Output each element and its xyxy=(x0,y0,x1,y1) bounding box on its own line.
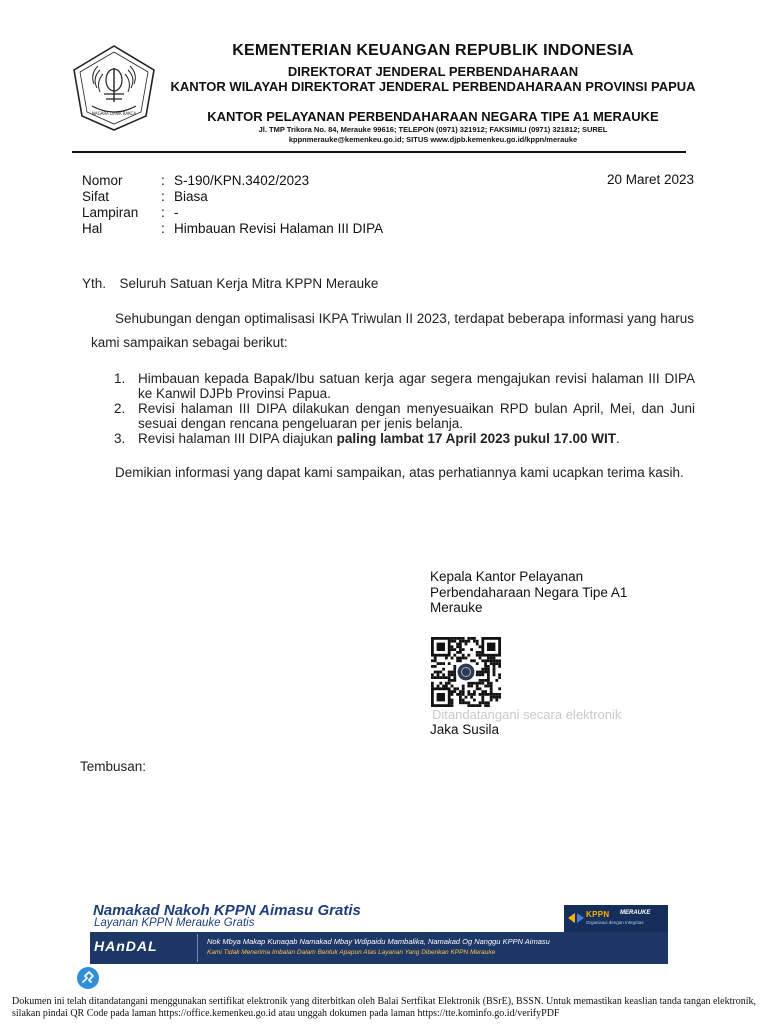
banner-top xyxy=(90,902,668,932)
meta-row-hal xyxy=(0,220,768,237)
banner-subtitle: Layanan KPPN Merauke Gratis xyxy=(94,917,255,929)
meta-separator: : xyxy=(161,189,165,204)
letter-date: 20 Maret 2023 xyxy=(606,172,694,187)
handal-logo: HAnDAL xyxy=(94,938,158,954)
meta-separator: : xyxy=(161,173,165,188)
point-number: 1. xyxy=(114,371,126,386)
banner-line-1: Nok Mbya Makap Kunaqab Namakad Mbay Wdipaidu Mambalika, Namakad Og Nanggu KPPN Aimasu xyxy=(207,937,550,946)
point-text: Revisi halaman III DIPA dilakukan dengan menyesuaikan RPD bulan April, Mei, dan Juni sesuai dengan rencana pengeluaran per jenis belanja. xyxy=(138,401,695,431)
kppn-service-banner xyxy=(90,902,668,964)
signature-qr-code[interactable] xyxy=(430,637,502,707)
banner-title: Namakad Nakoh KPPN Aimasu Gratis xyxy=(93,902,361,919)
brand-city: MERAUKE xyxy=(620,910,651,916)
address-line-1: Jl. TMP Trikora No. 84, Merauke 99616; TELEPON (0971) 321912; FAKSIMILI (0971) 321812; SUREL xyxy=(258,125,608,134)
banner-bottom xyxy=(90,932,668,964)
address-line-2: kppnmerauke@kemenkeu.go.id; SITUS www.djpb.kemenkeu.go.id/kppn/merauke xyxy=(288,135,578,144)
recipient: Seluruh Satuan Kerja Mitra KPPN Merauke xyxy=(119,276,379,291)
office-title: KANTOR PELAYANAN PERBENDAHARAAN NEGARA TIPE A1 MERAUKE xyxy=(207,109,659,124)
meta-row-lampiran xyxy=(0,204,768,221)
regional-office-title: KANTOR WILAYAH DIREKTORAT JENDERAL PERBENDAHARAAN PROVINSI PAPUA xyxy=(170,79,696,94)
kemenkeu-wing-icon xyxy=(567,911,585,925)
tembusan-label: Tembusan: xyxy=(80,759,147,774)
office-address xyxy=(200,125,666,145)
banner-divider xyxy=(197,934,198,962)
point-text-prefix: Revisi halaman III DIPA diajukan xyxy=(138,431,337,446)
kppn-merauke-logo xyxy=(564,905,668,932)
list-item xyxy=(114,431,695,446)
brand-tagline: Organisasi dengan Integritas xyxy=(586,920,644,925)
yth-label: Yth. xyxy=(82,276,107,291)
meta-row-sifat xyxy=(0,188,768,205)
salutation xyxy=(82,275,378,292)
signature-title-line-2: Perbendaharaan Negara Tipe A1 xyxy=(430,584,628,600)
logo-motto: NAGARA DANA RAKCA xyxy=(91,111,137,116)
points-list xyxy=(114,371,695,446)
letterhead-divider xyxy=(72,151,686,153)
ministry-title: KEMENTERIAN KEUANGAN REPUBLIK INDONESIA xyxy=(232,42,634,59)
meta-separator: : xyxy=(161,205,165,220)
signature-title-line-1: Kepala Kantor Pelayanan xyxy=(430,569,584,584)
list-item xyxy=(114,401,695,431)
deadline-emphasis: paling lambat 17 April 2023 pukul 17.00 WIT xyxy=(336,431,616,446)
banner-line-2: Kami Tidak Menerima Imbalan Dalam Bentuk Apapun Atas Layanan Yang Diberikan KPPN Merauke xyxy=(207,949,496,956)
brand-kppn: KPPN xyxy=(586,910,610,919)
point-text: Himbauan kepada Bapak/Ibu satuan kerja agar segera mengajukan revisi halaman III DIPA ke Kanwil DJPb Provinsi Papua. xyxy=(138,371,695,401)
point-number: 3. xyxy=(114,431,126,446)
point-number: 2. xyxy=(114,401,126,416)
sifat-value: Biasa xyxy=(174,189,208,204)
nomor-value: S-190/KPN.3402/2023 xyxy=(174,173,310,188)
sifat-label: Sifat xyxy=(82,189,110,204)
point-text-suffix: . xyxy=(615,431,620,446)
lampiran-value: - xyxy=(174,205,179,220)
hal-value: Himbauan Revisi Halaman III DIPA xyxy=(174,221,384,236)
nomor-label: Nomor xyxy=(82,173,123,188)
list-item xyxy=(114,371,695,401)
kemenkeu-logo xyxy=(70,44,158,132)
signature-title xyxy=(430,569,627,616)
bsre-seal-icon xyxy=(76,966,100,990)
meta-separator: : xyxy=(161,221,165,236)
e-signature-footer-note: Dokumen ini telah ditandatangani menggunakan sertifikat elektronik yang diterbitkan oleh Balai Sertfikat Elektronik (BSrE), BSSN. Untuk memastikan keaslian tanda tangan elektronik, silakan pindai QR Code pada laman https://office.kemenkeu.go.id atau unggah dokumen pada laman https://tte.kominfo.go.id/verifyPDF xyxy=(12,996,756,1019)
signature-title-line-3: Merauke xyxy=(430,600,483,615)
lampiran-label: Lampiran xyxy=(82,205,139,220)
directorate-title: DIREKTORAT JENDERAL PERBENDAHARAAN xyxy=(287,64,579,79)
closing-paragraph: Demikian informasi yang dapat kami sampaikan, atas perhatiannya kami ucapkan terima kasih. xyxy=(115,465,684,480)
signer-name: Jaka Susila xyxy=(430,722,500,737)
electronic-signature-note: Ditandatangani secara elektronik xyxy=(432,707,622,722)
intro-paragraph: Sehubungan dengan optimalisasi IKPA Triwulan II 2023, terdapat beberapa informasi yang harus kami sampaikan sebagai berikut: xyxy=(91,311,694,350)
hal-label: Hal xyxy=(82,221,103,236)
